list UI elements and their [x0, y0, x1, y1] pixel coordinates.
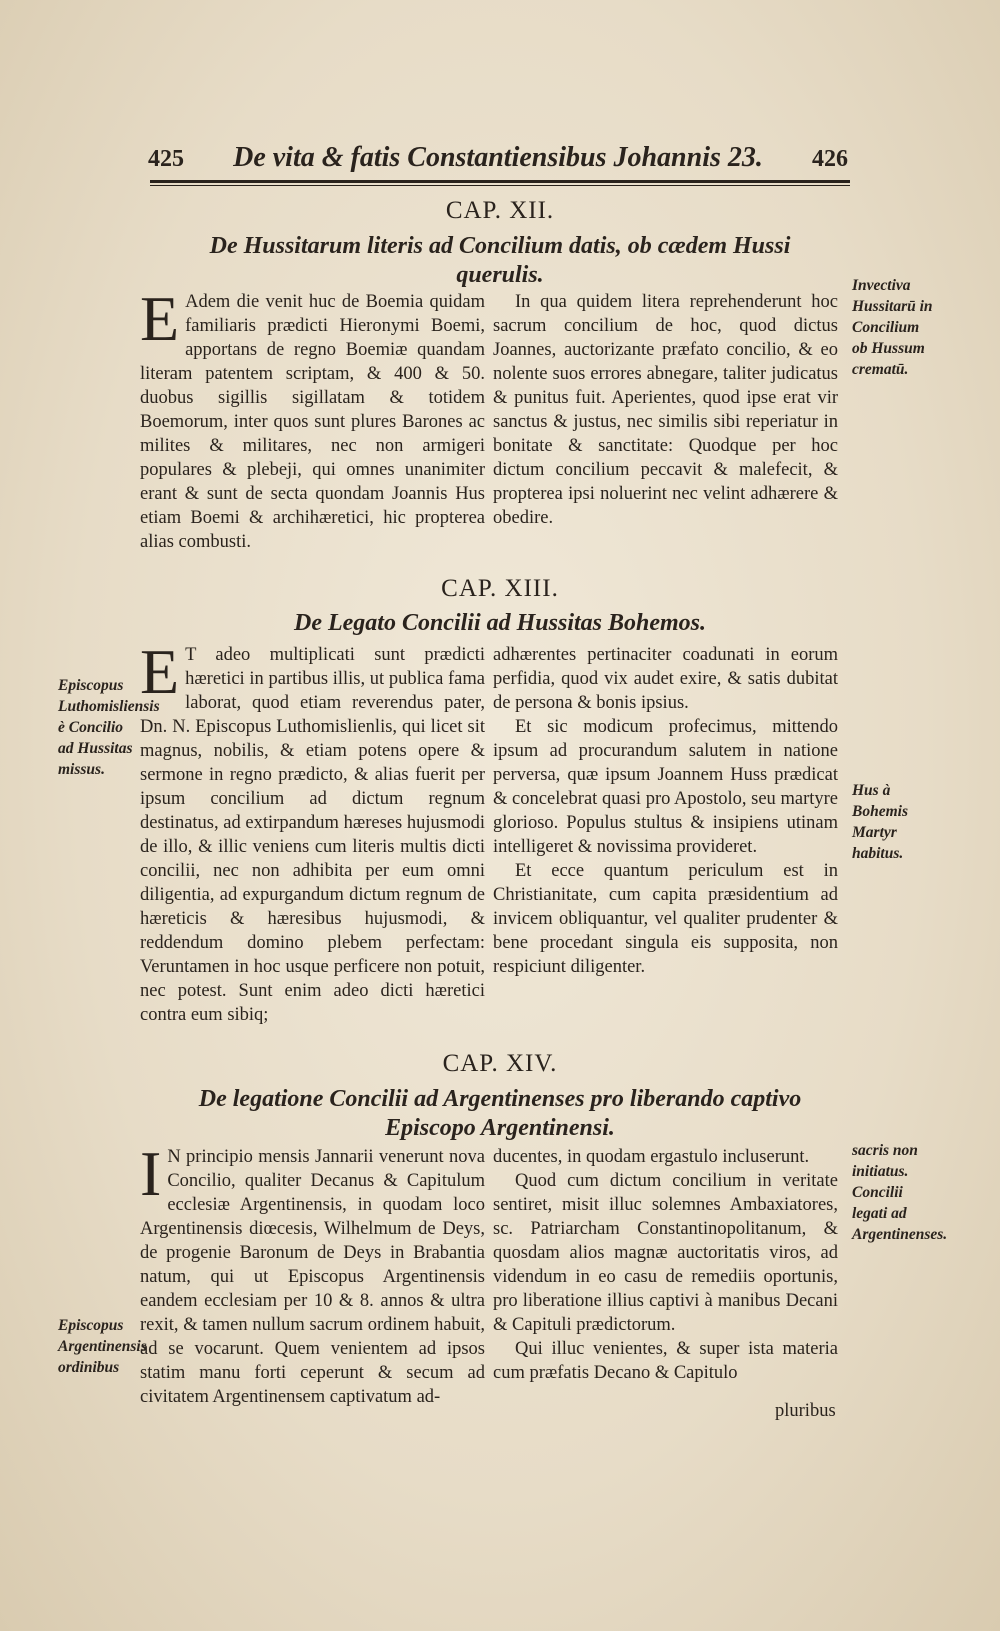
chapter-12-left-text: Adem die venit huc de Boemia quidam familiaris prædicti Hieronymi Boemi, apportans de regno Boemiæ quandam literam patentem scriptam, & 400 & 50. duobus sigillis sigillatam & totidem Boemorum, inter quos sunt plures Barones ac milites & militares, nec non armigeri populares & plebeji, qui omnes unanimiter erant & sunt de secta quondam Joannis Hus etiam Boemi & archihæretici, hic propterea alias combusti.: [140, 292, 485, 552]
chapter-14-title-line2: Episcopo Argentinensi.: [385, 1115, 615, 1141]
chapter-14-left-column: [140, 1138, 485, 1409]
chapter-14-title: [160, 1085, 840, 1143]
chapter-14-heading: CAP. XIV.: [442, 1050, 558, 1077]
header-rule: [150, 180, 850, 183]
chapter-14-right-text-2: Quod cum dictum concilium in veritate sentiret, misit illuc solemnes Ambaxiatores, sc. Patriarcham Constantinopolitanum, & quosdam alios magnæ auctoritatis viros, ad videndum in eo casu de remediis oportunis, pro liberatione illius captivi à manibus Decani & Capituli prædictorum.: [493, 1171, 838, 1335]
chapter-12-right-column: [493, 290, 838, 530]
chapter-14-margin-note-right: sacris non initiatus. Concilii legati ad Argentinenses.: [852, 1142, 948, 1243]
chapter-14-left-text: N principio mensis Jannarii venerunt nova Concilio, qualiter Decanus & Capitulum ecclesiæ Argentinensis, in quodam loco Argentinensis diœcesis, Wilhelmum de Deys, de progenie Baronum de Deys in Brabantia natum, qui ut Episcopus Argentinensis eandem ecclesiam per 10 & 8. annos & ultra rexit, & tamen nullum sacrum ordinem habuit, ad se vocarunt. Quem venientem ad ipsos statim manu forti ceperunt & secum ad civitatem Argentinensem captivatum ad-: [140, 1147, 485, 1407]
chapter-13-right-text-3: Et ecce quantum periculum est in Christianitate, cum capita præsidentium ad invicem obliquantur, vel qualiter prudenter & bene procedant singula eis supposita, non respiciunt diligenter.: [493, 861, 838, 977]
chapter-13-margin-note-left: Episcopus Luthomisliensis è Concilio ad Hussitas missus.: [58, 677, 160, 778]
chapter-14-margin-note-left: Episcopus Argentinensis ordinibus: [58, 1317, 147, 1376]
chapter-12-left-column: [140, 283, 485, 554]
chapter-13-margin-note-right: Hus à Bohemis Martyr habitus.: [852, 782, 908, 862]
chapter-14-title-line1: De legatione Concilii ad Argentinenses pro liberando captivo: [198, 1086, 802, 1112]
page-number-right: 426: [812, 146, 848, 172]
chapter-14-right-text-3: Qui illuc venientes, & super ista materia cum præfatis Decano & Capitulo: [493, 1339, 838, 1383]
chapter-13-title: [160, 609, 840, 638]
chapter-12-right-text: In qua quidem litera reprehenderunt hoc sacrum concilium de hoc, quod dictus Joannes, auctorizante præfato concilio, & eo nolente suos errores abnegare, taliter judicatus & punitus fuit. Aperientes, quod ipse erat vir sanctus & justus, nec similis sibi reperiatur in bonitate & sanctitate: Quodque per hoc dictum concilium peccavit & malefecit, & propterea ipsi noluerint nec velint adhærere & obedire.: [493, 292, 838, 528]
chapter-13-right-column: [493, 643, 838, 979]
drop-cap: E: [140, 636, 180, 707]
chapter-13-right-text-1: adhærentes pertinaciter coadunati in eorum perfidia, quod vix audet exire, & satis dubitat de persona & bonis ipsius.: [493, 645, 838, 713]
chapter-13-right-text-2: Et sic modicum profecimus, mittendo ipsum ad procurandum salutem in natione perversa, quæ ipsum Joannem Huss prædicat & concelebrat quasi pro Apostolo, seu martyre glorioso. Populus stultus & insipiens utinam intelligeret & novissima provideret.: [493, 717, 838, 857]
chapter-13-title-line1: De Legato Concilii ad Hussitas Bohemos.: [293, 610, 707, 636]
chapter-12-title-line2: querulis.: [456, 262, 544, 288]
chapter-14-right-text-1: ducentes, in quodam ergastulo incluserunt.: [493, 1147, 810, 1167]
page-header: [148, 140, 848, 180]
chapter-12-heading: CAP. XII.: [445, 197, 555, 224]
chapter-13-left-column: [140, 636, 485, 1027]
chapter-13-left-text: T adeo multiplicati sunt prædicti hæretici in partibus illis, ut publica fama laborat, quod etiam reverendus pater, Dn. N. Episcopus Luthomislienlis, qui licet sit magnus, nobilis, & etiam potens opere & sermone in regno prædicto, & alias fuerit per ipsum concilium ad dictum regnum destinatus, ad extirpandum hæreses hujusmodi de illo, & illic veniens cum literis multis dicti concilii, nec non adhibita per eum omni diligentia, ad expurgandum dictum regnum de hæreticis & hæresibus hujusmodi, & reddendum domino plebem perfectam: Veruntamen in hoc usque perficere non potuit, nec potest. Sunt enim adeo dicti hæretici contra eum sibiq;: [140, 645, 485, 1025]
running-title: De vita & fatis Constantiensibus Johannis 23.: [233, 142, 763, 173]
chapter-12-margin-note-right: Invectiva Hussitarū in Concilium ob Hussum crematū.: [852, 277, 933, 378]
chapter-14-right-column: [493, 1145, 838, 1385]
header-rule-thin: [150, 185, 850, 186]
page-number-left: 425: [148, 146, 184, 172]
drop-cap: E: [140, 283, 180, 354]
chapter-13-heading: CAP. XIII.: [441, 575, 559, 602]
catchword: pluribus: [775, 1401, 836, 1421]
drop-cap: I: [140, 1138, 162, 1209]
chapter-12-title-line1: De Hussitarum literis ad Concilium datis, ob cædem Hussi: [209, 233, 791, 259]
chapter-12-title: [160, 232, 840, 290]
